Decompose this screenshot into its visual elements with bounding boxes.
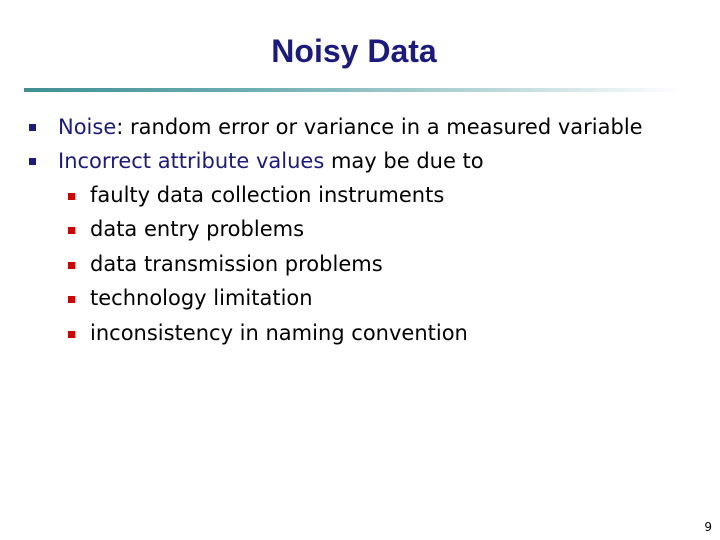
- sub-bullet-item: data transmission problems: [90, 252, 383, 276]
- sub-bullet-item: data entry problems: [90, 217, 305, 241]
- sub-bullet-marker-icon: [68, 193, 75, 200]
- bullet-incorrect-values: [58, 146, 484, 176]
- slide-title: Noisy Data: [271, 33, 437, 69]
- bullet-marker-icon: [29, 124, 36, 131]
- sub-bullet-item: faulty data collection instruments: [90, 183, 445, 207]
- sub-bullet-marker-icon: [68, 296, 75, 303]
- bullet-highlight: Incorrect attribute values: [58, 149, 325, 173]
- bullet-text: may be due to: [324, 149, 484, 173]
- sub-bullet-item: inconsistency in naming convention: [90, 321, 468, 345]
- bullet-noise: [58, 112, 643, 142]
- page-number: 9: [704, 520, 712, 534]
- sub-bullet-marker-icon: [68, 262, 75, 269]
- bullet-highlight: Noise: [58, 115, 117, 139]
- sub-bullet-marker-icon: [68, 227, 75, 234]
- title-divider: [24, 88, 684, 92]
- sub-bullet-item: technology limitation: [90, 286, 313, 310]
- sub-bullet-marker-icon: [68, 331, 75, 338]
- bullet-text: : random error or variance in a measured variable: [116, 115, 643, 139]
- bullet-marker-icon: [29, 158, 36, 165]
